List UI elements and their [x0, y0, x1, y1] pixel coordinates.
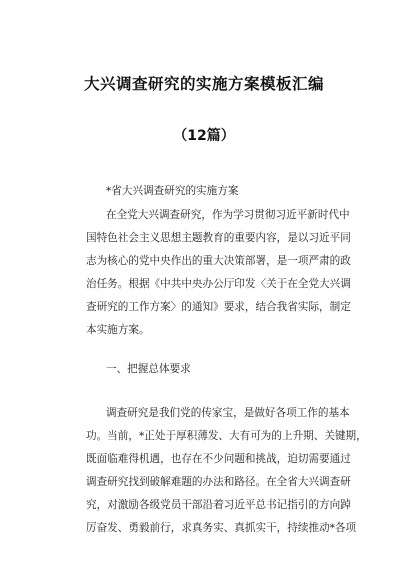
- paragraph-line: 厉奋发、勇毅前行，求真务实、真抓实干，持续推动*各项: [86, 522, 357, 534]
- paragraph-line: 本实施方案。: [86, 324, 150, 336]
- paragraph-line: 究，对激励各级党员干部沿着习近平总书记指引的方向踔: [86, 499, 351, 511]
- paragraph-line: 治任务。根据《中共中央办公厅印发〈关于在全党大兴调: [86, 278, 351, 290]
- paragraph-line: 功。当前，*正处于厚积薄发、大有可为的上升期、关键期，: [86, 430, 367, 442]
- section-1-heading: [86, 358, 356, 381]
- paragraph-line: 志为核心的党中央作出的重大决策部署，是一项严肃的政: [86, 255, 351, 267]
- paragraph-line: 调查研究是我们党的传家宝，是做好各项工作的基本: [106, 407, 350, 419]
- paragraph-line: 查研究的工作方案〉的通知》要求，结合我省实际，制定: [86, 301, 351, 313]
- heading-text: *省大兴调查研究的实施方案: [106, 185, 239, 197]
- paragraph-line: 在全党大兴调查研究，作为学习贯彻习近平新时代中: [106, 209, 350, 221]
- document-count: （12篇）: [173, 128, 235, 144]
- section-heading: [86, 180, 356, 203]
- document-title: 大兴调查研究的实施方案模板汇编: [83, 75, 324, 93]
- paragraph-1: [86, 204, 356, 342]
- section-1-text: 一、把握总体要求: [106, 363, 191, 375]
- paragraph-line: 调查研究找到破解难题的办法和路径。在全省大兴调查研: [86, 476, 351, 488]
- paragraph-2: [86, 402, 367, 540]
- paragraph-line: 既面临难得机遇，也存在不少问题和挑战，迫切需要通过: [86, 453, 351, 465]
- paragraph-line: 国特色社会主义思想主题教育的重要内容，是以习近平同: [86, 232, 351, 244]
